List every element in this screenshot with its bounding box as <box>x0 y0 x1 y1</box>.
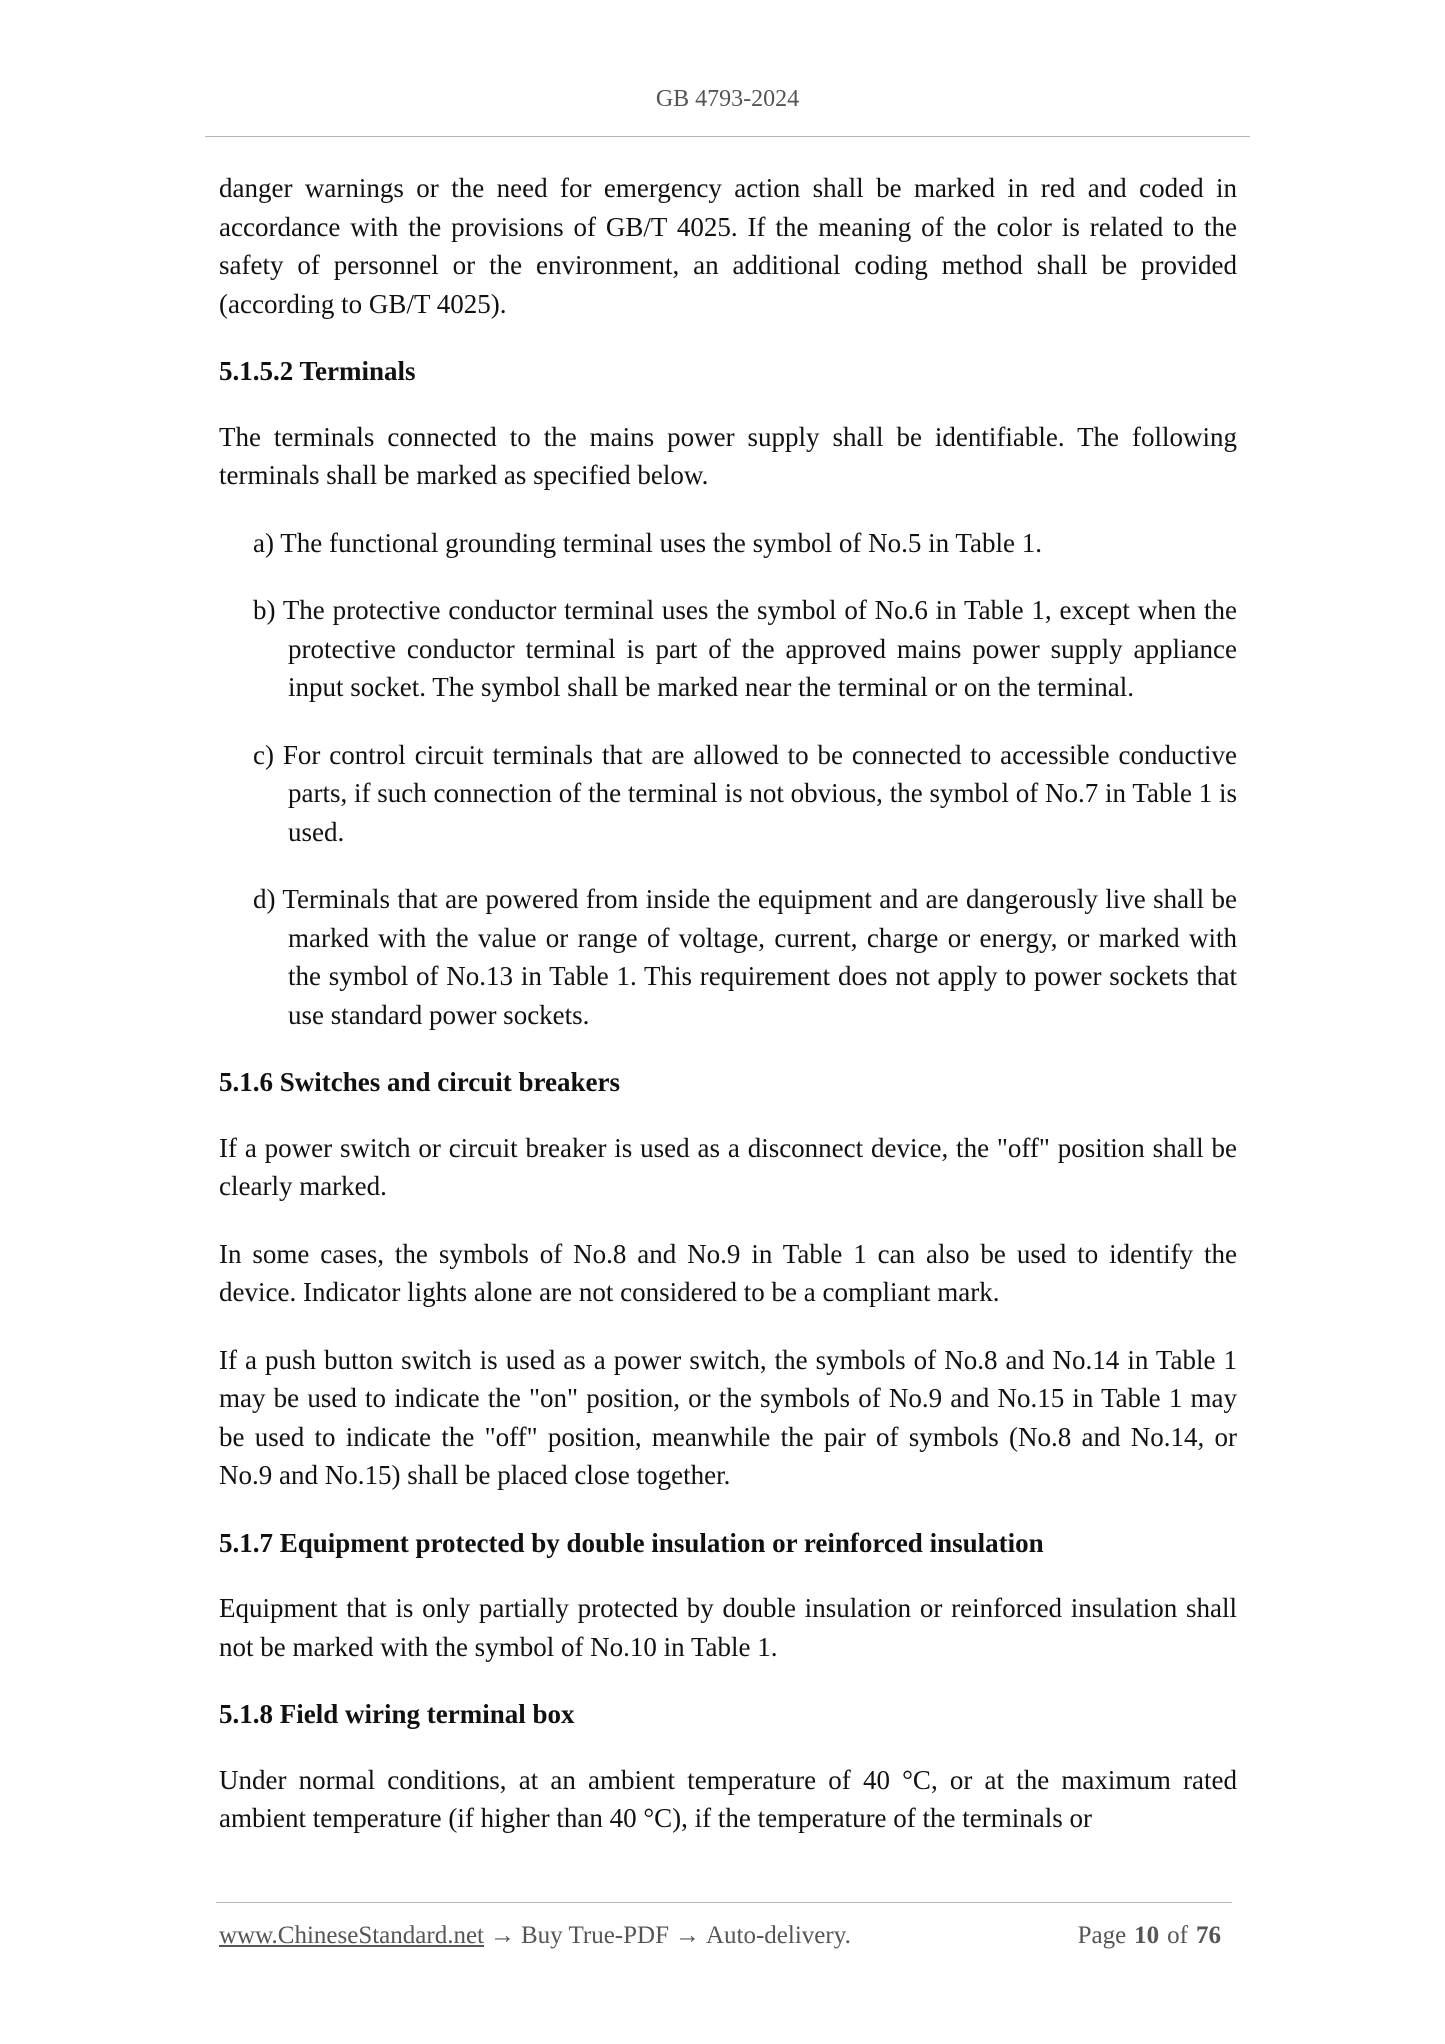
site-link[interactable]: www.ChineseStandard.net <box>219 1922 484 1949</box>
header-divider <box>205 136 1250 137</box>
footer-divider <box>216 1902 1232 1903</box>
section-heading-5-1-5-2: 5.1.5.2 Terminals <box>219 356 416 386</box>
list-item-a: a) The functional grounding terminal uses the symbol of No.5 in Table 1. <box>253 527 1042 558</box>
arrow-right-icon: → <box>674 1922 700 1949</box>
auto-delivery-text: Auto-delivery. <box>705 1922 851 1949</box>
arrow-right-icon: → <box>490 1922 515 1949</box>
paragraph-insulation: Equipment that is only partially protected by double insulation or reinforced insulation shall not be marked with the symbol of No.10 in Table 1. <box>219 1593 1237 1662</box>
page-header: GB 4793-2024 <box>655 86 800 112</box>
list-item-c: c) For control circuit terminals that are allowed to be connected to accessible conductive parts, if such connection of the terminal is not obvious, the symbol of No.7 in Table 1 is used. <box>253 739 1237 847</box>
paragraph-field-wiring: Under normal conditions, at an ambient temperature of 40 °C, or at the maximum rated ambient temperature (if higher than 40 °C), if the temperature of the terminals or <box>219 1764 1237 1833</box>
page-label: Page <box>1077 1922 1127 1949</box>
footer-promo <box>219 1922 851 1950</box>
list-item-d: d) Terminals that are powered from inside the equipment and are dangerously live shall be marked with the value or range of voltage, current, charge or energy, or marked with the symbol of No.13 in Table 1. This requirement does not apply to power sockets that use standard power sockets. <box>253 884 1237 1030</box>
paragraph-switches-1: If a power switch or circuit breaker is used as a disconnect device, the "off" position shall be clearly marked. <box>219 1132 1237 1201</box>
paragraph-terminals: The terminals connected to the mains power supply shall be identifiable. The following terminals shall be marked as specified below. <box>219 421 1237 490</box>
section-heading-5-1-6: 5.1.6 Switches and circuit breakers <box>219 1067 620 1097</box>
section-heading-5-1-8: 5.1.8 Field wiring terminal box <box>219 1699 575 1729</box>
document-body <box>219 169 1237 1867</box>
paragraph-switches-3: If a push button switch is used as a power switch, the symbols of No.8 and No.14 in Table 1 may be used to indicate the "on" position, or the symbols of No.9 and No.15 in Table 1 may be used to indicate the "off" position, meanwhile the pair of symbols (No.8 and No.14, or No.9 and No.15) shall be placed close together. <box>219 1344 1237 1490</box>
paragraph-intro: danger warnings or the need for emergency action shall be marked in red and coded in accordance with the provisions of GB/T 4025. If the meaning of the color is related to the safety of personnel or the environment, an additional coding method shall be provided (according to GB/T 4025). <box>219 173 1237 319</box>
list-item-b: b) The protective conductor terminal uses the symbol of No.6 in Table 1, except when the protective conductor terminal is part of the approved mains power supply appliance input socket. The symbol shall be marked near the terminal or on the terminal. <box>253 595 1237 702</box>
buy-true-pdf-text: Buy True-PDF <box>521 1922 669 1949</box>
of-label: of <box>1167 1922 1188 1949</box>
section-heading-5-1-7: 5.1.7 Equipment protected by double insulation or reinforced insulation <box>219 1527 1044 1558</box>
page-total: 76 <box>1196 1922 1221 1949</box>
page-number <box>1078 1922 1229 1950</box>
paragraph-switches-2: In some cases, the symbols of No.8 and No.9 in Table 1 can also be used to identify the device. Indicator lights alone are not considered to be a compliant mark. <box>219 1238 1237 1307</box>
page-current: 10 <box>1134 1922 1160 1949</box>
